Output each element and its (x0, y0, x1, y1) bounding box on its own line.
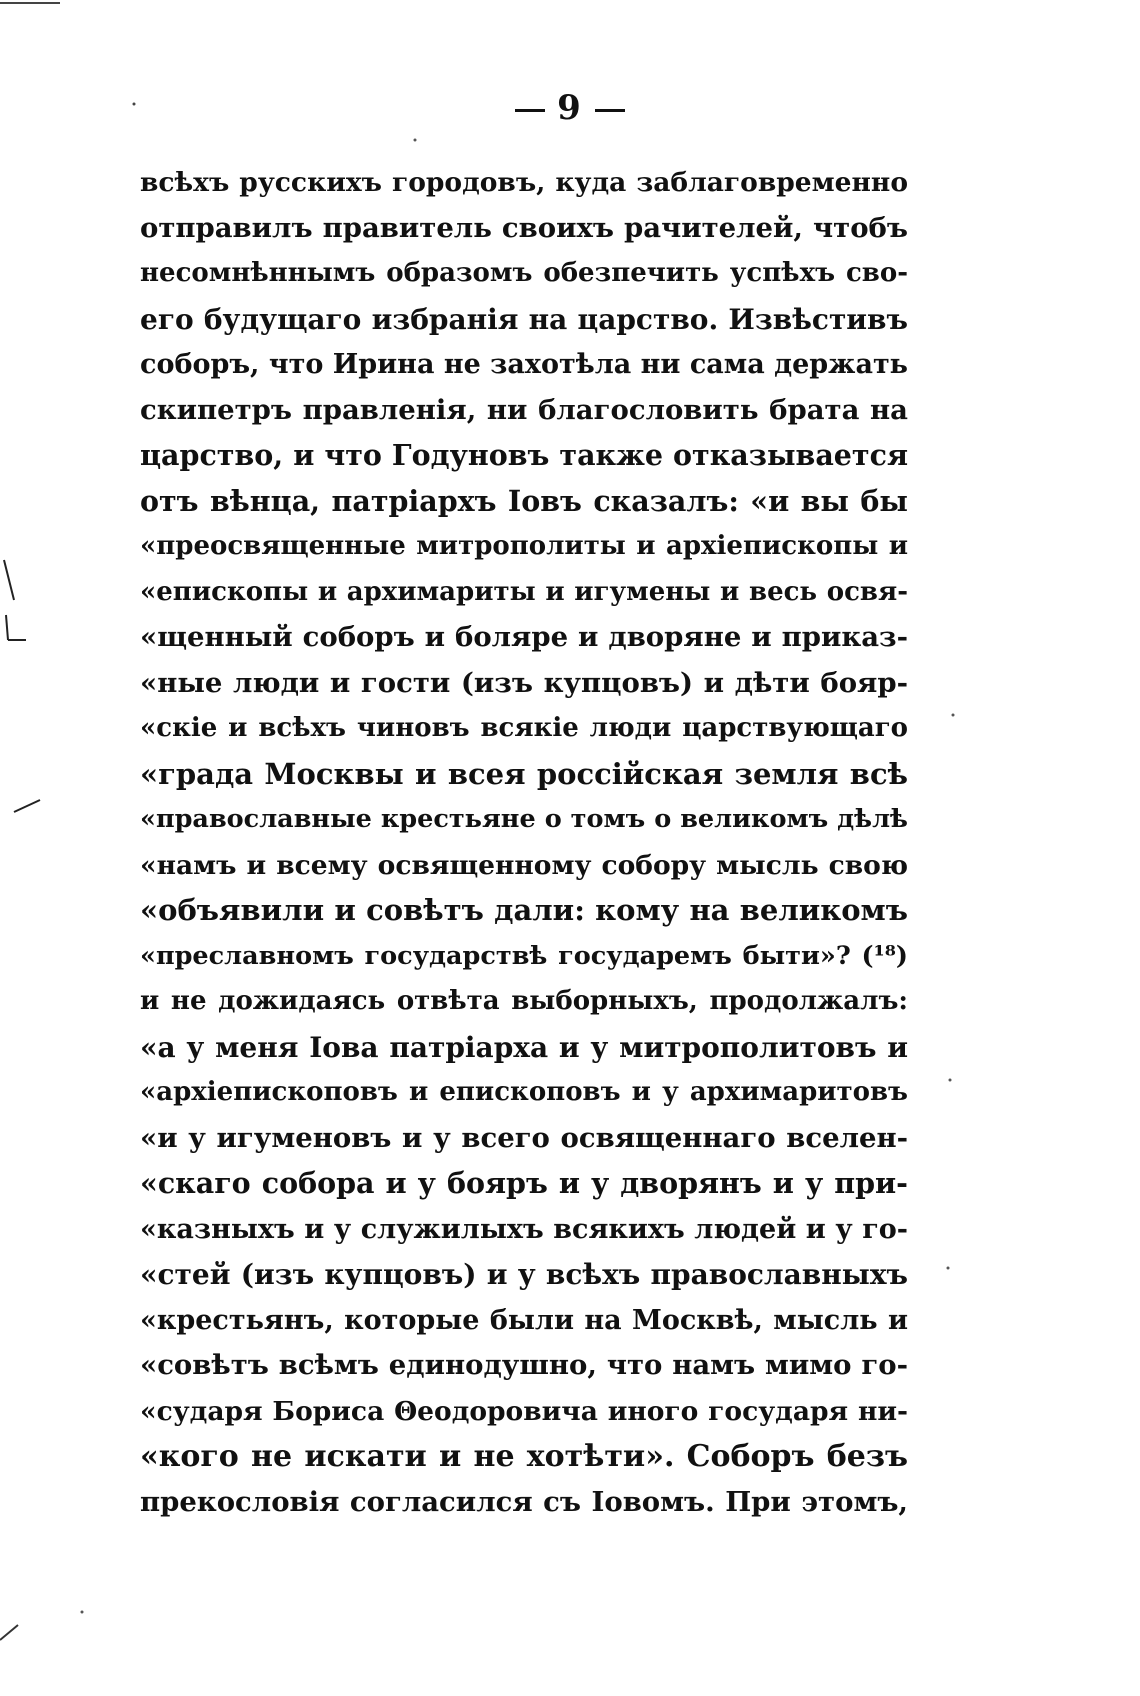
text-line: «совѣтъ всѣмъ единодушно, что намъ мимо го- (140, 1349, 908, 1381)
text-line: царство, и что Годуновъ также отказывается (140, 438, 908, 472)
right-dash-decoration (595, 109, 625, 112)
text-line: «скаго собора и у бояръ и у дворянъ и у при- (140, 1166, 908, 1200)
text-line: прекословія согласился съ Іовомъ. При этомъ, (140, 1485, 908, 1518)
text-line: и не дожидаясь отвѣта выборныхъ, продолжалъ: (140, 986, 908, 1016)
text-line: отправилъ правитель своихъ рачителей, чтобъ (140, 211, 908, 244)
text-line: «преосвященные митрополиты и архіепископы и (140, 531, 908, 561)
text-line: «крестьянъ, которые были на Москвѣ, мысль и (140, 1304, 908, 1336)
text-line: его будущаго избранія на царство. Извѣстивъ (140, 302, 908, 336)
text-line: «стей (изъ купцовъ) и у всѣхъ православныхъ (140, 1258, 908, 1291)
text-line: «скіе и всѣхъ чиновъ всякіе люди царствующаго (140, 713, 908, 743)
text-line: «кого не искати и не хотѣти». Соборъ безъ (140, 1439, 908, 1474)
text-line: соборъ, что Ирина не захотѣла ни сама держать (140, 349, 908, 380)
left-dash-decoration (515, 109, 545, 112)
text-line: «казныхъ и у служилыхъ всякихъ людей и у го- (140, 1213, 908, 1245)
text-line: «преславномъ государствѣ государемъ быти»? (¹⁸) (140, 940, 908, 971)
text-line: «града Москвы и всея россійская земля вcѣ (140, 756, 908, 791)
text-line: всѣхъ русскихъ городовъ, куда заблаговременно (140, 167, 908, 198)
text-line: «намъ и всему освященному собору мысль свою (140, 849, 908, 881)
text-line: «а у меня Іова патріарха и у митрополитовъ и (140, 1030, 908, 1064)
text-line: «ные люди и гости (изъ купцовъ) и дѣти бояр- (140, 666, 908, 699)
page-number: 9 (557, 88, 583, 128)
text-line: отъ вѣнца, патріархъ Іовъ сказалъ: «и вы бы (140, 483, 908, 518)
text-line: несомнѣннымъ образомъ обезпечить успѣхъ сво- (140, 258, 908, 288)
text-line: «объявили и совѣтъ дали: кому на великомъ (140, 893, 908, 927)
text-line: «архіепископовъ и епископовъ и у архимаритовъ (140, 1077, 908, 1107)
text-line: скипетръ правленія, ни благословить брата на (140, 393, 908, 426)
text-line: «православные крестьяне о томъ о великомъ дѣлѣ (140, 804, 908, 834)
text-line: «щенный соборъ и боляре и дворяне и приказ- (140, 621, 908, 653)
text-line: «и у игуменовъ и у всего освященнаго вселен- (140, 1121, 908, 1154)
text-line: «епископы и архимариты и игумены и весь освя- (140, 576, 908, 607)
text-line: «сударя Бориса Θеодоровича иного государя ни- (140, 1395, 908, 1427)
page-number-header (0, 88, 1140, 128)
body-text (140, 160, 908, 1525)
